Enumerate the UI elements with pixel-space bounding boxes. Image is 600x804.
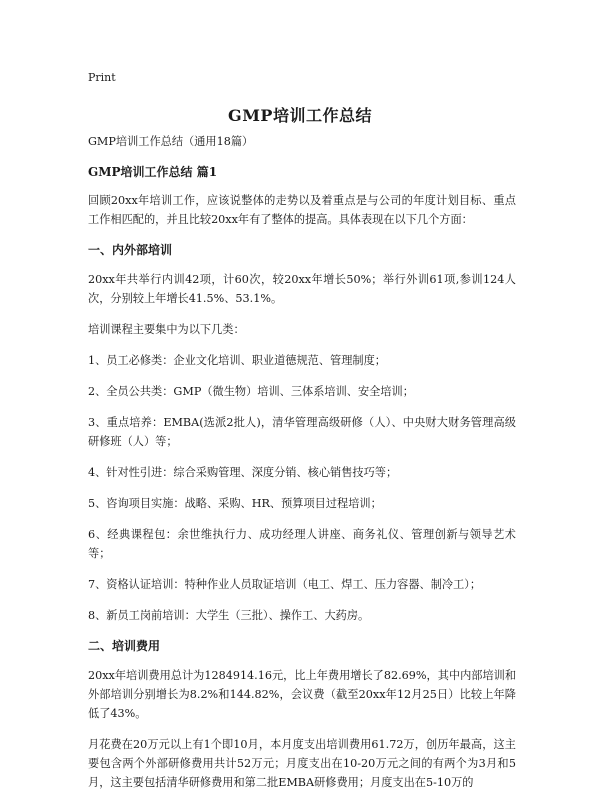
document-title: GMP培训工作总结 [228,106,372,125]
list-item-4: 4、针对性引进：综合采购管理、深度分销、核心销售技巧等； [88,466,398,479]
list-item-3: 3、重点培养：EMBA(选派2批人)，清华管理高级研修（人）、中央财大财务管理高级研修班（人）等； [88,416,516,448]
list-item-8: 8、新员工岗前培训：大学生（三批）、操作工、大药房。 [88,609,370,622]
paragraph-course-categories: 培训课程主要集中为以下几类： [88,323,245,336]
print-label: Print [88,71,116,84]
paragraph-training-stats: 20xx年共举行内训42项，计60次，较20xx年增长50%；举行外训61项,参训124人次，分别较上年增长41.5%、53.1%。 [88,273,516,305]
list-item-6: 6、经典课程包：余世维执行力、成功经理人讲座、商务礼仪、管理创新与领导艺术等； [88,528,516,560]
heading-training-costs: 二、培训费用 [88,639,161,653]
heading-internal-external-training: 一、内外部培训 [88,243,173,257]
list-item-2: 2、全员公共类：GMP（微生物）培训、三体系培训、安全培训； [88,385,414,398]
paragraph-cost-summary: 20xx年培训费用总计为1284914.16元，比上年费用增长了82.69%，其中内部培训和外部培训分别增长为8.2%和144.82%，会议费（截至20xx年12月25日）比较上年降低了43%。 [88,669,517,720]
document-subtitle: GMP培训工作总结（通用18篇） [88,135,254,148]
intro-paragraph: 回顾20xx年培训工作，应该说整体的走势以及着重点是与公司的年度计划目标、重点工作相匹配的，并且比较20xx年有了整体的提高。具体表现在以下几个方面： [88,194,516,226]
list-item-1: 1、员工必修类：企业文化培训、职业道德规范、管理制度； [88,354,386,367]
document-body [88,132,516,804]
paragraph-monthly-costs: 月花费在20万元以上有1个即10月，本月度支出培训费用61.72万，创历年最高，这主要包含两个外部研修费用共计52万元；月度支出在10-20万元之间的有两个为3月和5月，这主要包括清华研修费用和第二批EMBA研修费用；月度支出在5-10万的 [88,738,516,789]
list-item-5: 5、咨询项目实施：战略、采购、HR、预算项目过程培训； [88,497,382,510]
list-item-7: 7、资格认证培训：特种作业人员取证培训（电工、焊工、压力容器、制冷工）； [88,578,482,591]
section-title: GMP培训工作总结 篇1 [88,165,218,179]
